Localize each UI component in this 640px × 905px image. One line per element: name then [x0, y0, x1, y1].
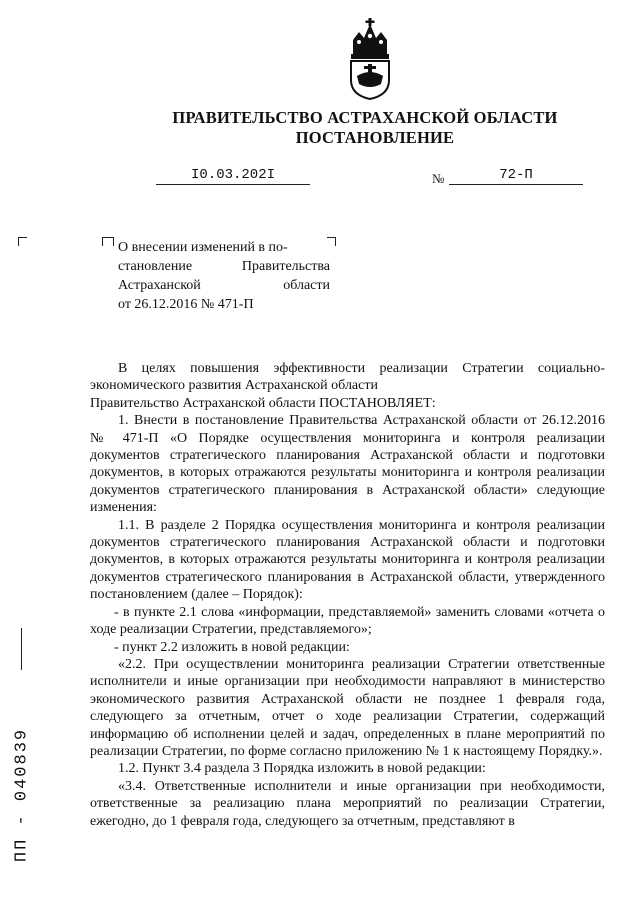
- body-paragraph: «2.2. При осуществлении мониторинга реализации Стратегии ответственные исполнители и иные организации при необходимости направляют в министерство экономического развития Астраханской области не позднее 1 февраля года, следующего за отчетным, отчет о ходе реализации Стратегии, содержащий информацию об исполнении целей и задач, определенных в плане мероприятий по реализации Стратегии, по форме согласно приложению № 1 к настоящему Порядку.».: [90, 656, 605, 759]
- form-serial-number: ПП - 040839: [12, 727, 32, 863]
- body-paragraph: 1.2. Пункт 3.4 раздела 3 Порядка изложить в новой редакции:: [118, 761, 486, 777]
- document-subject: [118, 238, 330, 314]
- government-title: ПРАВИТЕЛЬСТВО АСТРАХАНСКОЙ ОБЛАСТИ: [172, 108, 558, 127]
- subject-line: Астраханской области: [118, 278, 330, 293]
- body-paragraph: - пункт 2.2 изложить в новой редакции:: [114, 639, 350, 655]
- coat-of-arms-emblem: [345, 18, 395, 100]
- number-sign: №: [432, 171, 445, 186]
- body-paragraph: 1.1. В разделе 2 Порядка осуществления мониторинга и контроля реализации документов стратегического планирования Астраханской области и подготовки документов, в которых отражаются результаты мониторинга и контроля реализации документов стратегического планирования в Астраханской области, утвержденного постановлением (далее – Порядок):: [90, 517, 605, 603]
- document-number: 72-П: [449, 166, 583, 185]
- body-paragraph: В целях повышения эффективности реализации Стратегии социально-экономического развития Астраханской области: [90, 361, 605, 394]
- margin-corner-mark: [18, 237, 27, 246]
- subject-corner-left-inner: [109, 237, 114, 246]
- subject-line: становление Правительства: [118, 259, 330, 274]
- document-type-title: ПОСТАНОВЛЕНИЕ: [295, 128, 455, 147]
- body-paragraph: Правительство Астраханской области ПОСТАНОВЛЯЕТ:: [90, 395, 436, 411]
- body-paragraph: 1. Внести в постановление Правительства Астраханской области от 26.12.2016 № 471-П «О Порядке осуществления мониторинга и контроля реализации документов стратегического планирования Астраханской области и подготовки документов, в которых отражаются результаты мониторинга и контроля реализации документов стратегического планирования в Астраханской области» следующие изменения:: [90, 413, 605, 516]
- subject-line: от 26.12.2016 № 471-П: [118, 297, 254, 312]
- subject-line: О внесении изменений в по-: [118, 240, 288, 255]
- margin-line: [21, 628, 22, 670]
- body-paragraph: «3.4. Ответственные исполнители и иные организации при необходимости, ответственные за реализацию плана мероприятий по реализации Стратегии, ежегодно, до 1 февраля года, следующего за отчетным, представляют в: [90, 778, 605, 829]
- body-paragraph: - в пункте 2.1 слова «информации, представляемой» заменить словами «отчета о ходе реализации Стратегии, представляемого»;: [90, 604, 605, 638]
- document-date: I0.03.202I: [156, 166, 310, 185]
- document-body: [90, 360, 605, 830]
